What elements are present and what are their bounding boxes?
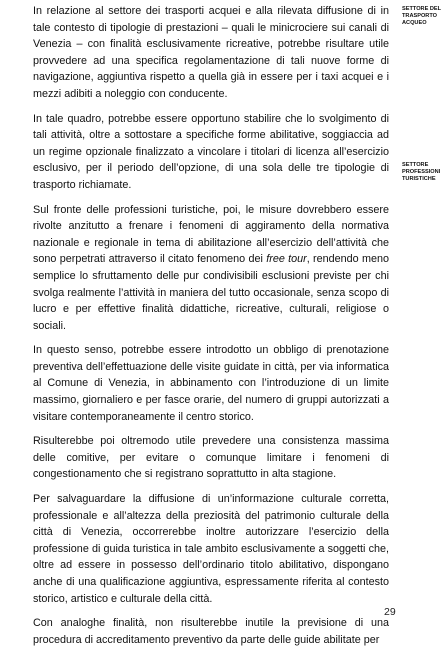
paragraph-text: Risulterebbe poi oltremodo utile prevedere una consistenza massima delle comitive, per evitare o comunque limitare i fenomeni di congestionamento che si registrano soprattutto in alta stagione. bbox=[33, 435, 389, 481]
paragraph-text: Per salvaguardare la diffusione di un’informazione culturale corretta, professionale e all’altezza della preziosità del patrimonio culturale della città di Venezia, occorrerebbe inoltre autorizzare l’esercizio della professione di guida turistica in tale ambito esclusivamente a soggetti che, oltre ad essere in possesso dell’ordinario titolo abilitativo, dispongano anche di una qualificazione aggiuntiva, espressamente riferita al contesto storico, artistico e culturale della città. bbox=[33, 493, 389, 605]
paragraph-text-before-emphasis: Sul fronte delle professioni turistiche, poi, le misure dovrebbero essere rivolte anzitutto a frenare i fenomeni di aggiramento della normativa nazionale e regionale in tema di abilitazione all’esercizio dell’attività che sono perpetrati attraverso il citato fenomeno dei bbox=[33, 203, 389, 266]
paragraph-guide-qualification bbox=[33, 491, 389, 607]
paragraph-tourism-professions bbox=[33, 202, 389, 335]
paragraph-group-size bbox=[33, 433, 389, 483]
paragraph-transport-sector bbox=[33, 3, 389, 103]
paragraph-text-after-emphasis: , rendendo meno semplice lo sfruttamento delle pur condivisibili esclusioni previste per chi svolga realmente l’attività in maniera del tutto occasionale, senza scopo di lucro e per effettive finalità didattiche, ricreative, culturali, religiose o sociali. bbox=[33, 253, 389, 332]
side-note-transport-sector: SETTORE DEL TRASPORTO ACQUEO bbox=[402, 6, 441, 26]
paragraph-license-option bbox=[33, 111, 389, 194]
paragraph-text: In tale quadro, potrebbe essere opportuno stabilire che lo svolgimento di tali attività, oltre a sottostare a specifiche forme abilitative, soggiaccia ad un regime opzionale finalizzato a vincolare i titolari di licenza all’esercizio esclusivo, per il periodo dell’opzione, di una sola delle tre tipologie di trasporto richiamate. bbox=[33, 112, 389, 191]
paragraph-accreditation bbox=[33, 615, 389, 648]
side-note-tourism-professions: SETTORE PROFESSIONI TURISTICHE bbox=[402, 162, 441, 182]
free-tour-term: free tour bbox=[266, 253, 307, 266]
paragraph-text: In relazione al settore dei trasporti acquei e alla rilevata diffusione di in tale contesto di tipologie di prestazioni – quali le minicrociere sui canali di Venezia – con finalità esclusivamente ricreative, potrebbe risultare utile provvedere ad una specifica regolamentazione di tali nuove forme di navigazione, aggiuntiva rispetto a quella già in essere per i taxi acquei e i mezzi adibiti a noleggio con conducente. bbox=[33, 5, 389, 100]
paragraph-text: In questo senso, potrebbe essere introdotto un obbligo di prenotazione preventiva dell’effettuazione delle visite guidate in città, per via informatica al Comune di Venezia, in abbinamento con l’introduzione di un limite massimo, giornaliero e per fasce orarie, del numero di gruppi autorizzati a visitare contemporaneamente il centro storico. bbox=[33, 344, 389, 423]
main-text-column bbox=[33, 3, 389, 656]
page-number: 29 bbox=[384, 606, 396, 618]
paragraph-booking-obligation bbox=[33, 342, 389, 425]
paragraph-text: Con analoghe finalità, non risulterebbe inutile la previsione di una procedura di accreditamento preventivo da parte delle guide abilitate per bbox=[33, 617, 389, 646]
